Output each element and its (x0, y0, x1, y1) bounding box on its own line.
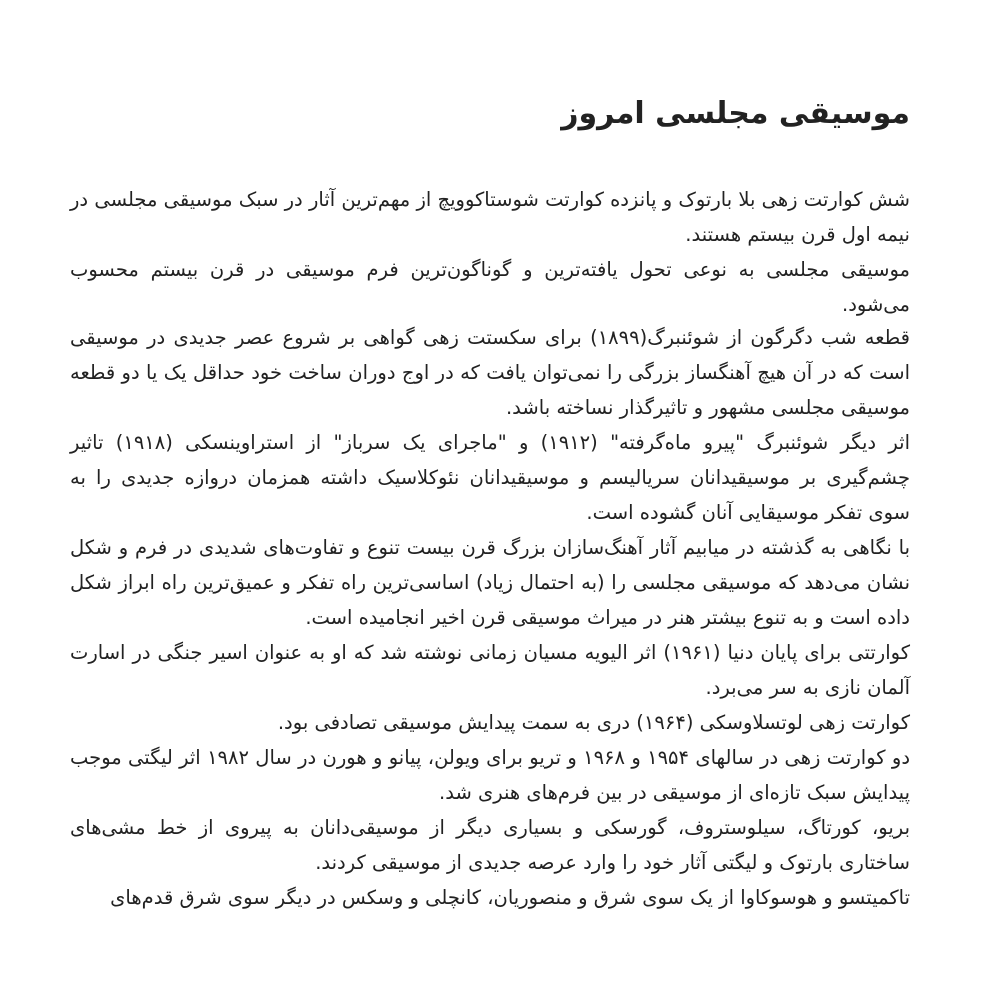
document-page (70, 0, 910, 1000)
intro-paragraph-2: موسیقی مجلسی به نوعی تحول یافته‌ترین و گوناگون‌ترین فرم موسیقی در قرن بیستم محسوب می‌شود. (70, 258, 910, 316)
paragraph-3: با نگاهی به گذشته در میابیم آثار آهنگ‌سازان بزرگ قرن بیست تنوع و تفاوت‌های شدیدی در فرم و شکل نشان می‌دهد که موسیقی مجلسی را (به احتمال زیاد) اساسی‌ترین راه تفکر و عمیق‌ترین راه ابراز شکل داده است و به تنوع بیشتر هنر در میراث موسیقی قرن اخیر انجامیده است. (70, 536, 910, 629)
paragraph-4: کوارتتی برای پایان دنیا (۱۹۶۱) اثر الیویه مسیان زمانی نوشته شد که او به عنوان اسیر جنگی در اسارت آلمان نازی به سر می‌برد. (70, 641, 910, 699)
article-title: موسیقی مجلسی امروز (561, 96, 910, 131)
paragraph-1: قطعه شب دگرگون از شوئنبرگ(۱۸۹۹) برای سکستت زهی گواهی بر شروع عصر جدیدی در موسیقی است که در آن هیچ آهنگساز بزرگی را نمی‌توان یافت که در اوج دوران ساخت خود حداقل یک یا دو قطعه موسیقی مجلسی مشهور و تاثیرگذار نساخته باشد. (70, 326, 910, 419)
paragraph-7: بریو، کورتاگ، سیلوستروف، گورسکی و بسیاری دیگر از موسیقی‌دانان به پیروی از خط مشی‌های ساختاری بارتوک و لیگتی آثار خود را وارد عرصه جدیدی از موسیقی کردند. (70, 816, 910, 874)
paragraph-8: تاکمیتسو و هوسوکاوا از یک سوی شرق و منصوریان، کانچلی و وسکس در دیگر سوی شرق قدم‌های (110, 886, 910, 909)
body-section (70, 320, 910, 915)
intro-paragraph-1: شش کوارتت زهی بلا بارتوک و پانزده کوارتت شوستاکوویچ از مهم‌ترین آثار در سبک موسیقی مجلسی در نیمه اول قرن بیستم هستند. (70, 188, 910, 246)
paragraph-2: اثر دیگر شوئنبرگ "پیرو ماه‌گرفته" (۱۹۱۲) و "ماجرای یک سرباز" از استراوینسکی (۱۹۱۸) تاثیر چشم‌گیری بر موسیقیدانان سریالیسم و موسیقیدانان نئوکلاسیک داشته همزمان دروازه جدیدی را به سوی تفکر موسیقایی آنان گشوده است. (70, 431, 911, 524)
intro-section (70, 182, 910, 322)
paragraph-5: کوارتت زهی لوتسلاوسکی (۱۹۶۴) دری به سمت پیدایش موسیقی تصادفی بود. (277, 711, 910, 734)
paragraph-6: دو کوارتت زهی در سالهای ۱۹۵۴ و ۱۹۶۸ و تریو برای ویولن، پیانو و هورن در سال ۱۹۸۲ اثر لیگتی موجب پیدایش سبک تازه‌ای از موسیقی در بین فرم‌های هنری شد. (70, 746, 910, 804)
